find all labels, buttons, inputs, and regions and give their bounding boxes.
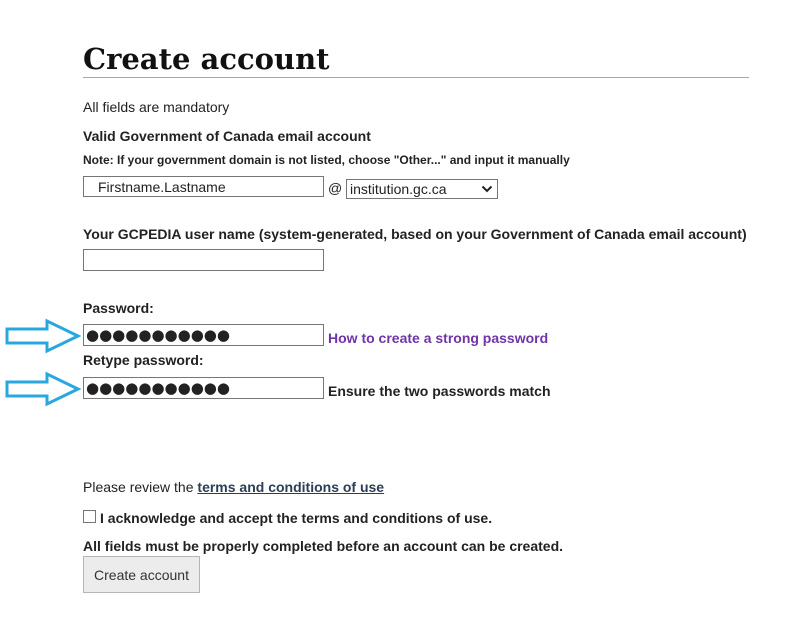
mandatory-note: All fields are mandatory xyxy=(83,99,230,115)
create-account-button[interactable]: Create account xyxy=(83,556,200,593)
right-arrow-outline-icon xyxy=(5,318,81,354)
right-arrow-outline-icon xyxy=(5,371,81,407)
email-domain-selected-value: institution.gc.ca xyxy=(350,181,447,197)
terms-review-line xyxy=(83,479,384,496)
retype-password-input[interactable] xyxy=(83,377,324,399)
title-divider xyxy=(83,77,749,78)
strong-password-help-link[interactable]: How to create a strong password xyxy=(328,330,549,346)
email-local-part-input[interactable] xyxy=(83,176,324,197)
password-match-hint: Ensure the two passwords match xyxy=(328,383,551,399)
chevron-down-icon xyxy=(481,183,493,195)
username-input[interactable] xyxy=(83,249,324,271)
email-domain-select[interactable] xyxy=(346,179,498,199)
email-domain-note: Note: If your government domain is not listed, choose "Other..." and input it manually xyxy=(83,153,570,167)
at-symbol: @ xyxy=(328,180,343,196)
password-input[interactable] xyxy=(83,324,324,346)
email-label: Valid Government of Canada email account xyxy=(83,128,371,144)
accept-terms-label: I acknowledge and accept the terms and conditions of use. xyxy=(100,510,493,526)
username-label: Your GCPEDIA user name (system-generated, based on your Government of Canada email account) xyxy=(83,226,747,242)
completion-note: All fields must be properly completed before an account can be created. xyxy=(83,538,564,554)
retype-password-label: Retype password: xyxy=(83,352,204,368)
password-label: Password: xyxy=(83,300,154,316)
terms-link[interactable]: terms and conditions of use xyxy=(197,479,385,495)
page-title: Create account xyxy=(83,42,330,76)
accept-terms-checkbox[interactable] xyxy=(83,510,96,523)
terms-review-prefix: Please review the xyxy=(83,479,198,495)
